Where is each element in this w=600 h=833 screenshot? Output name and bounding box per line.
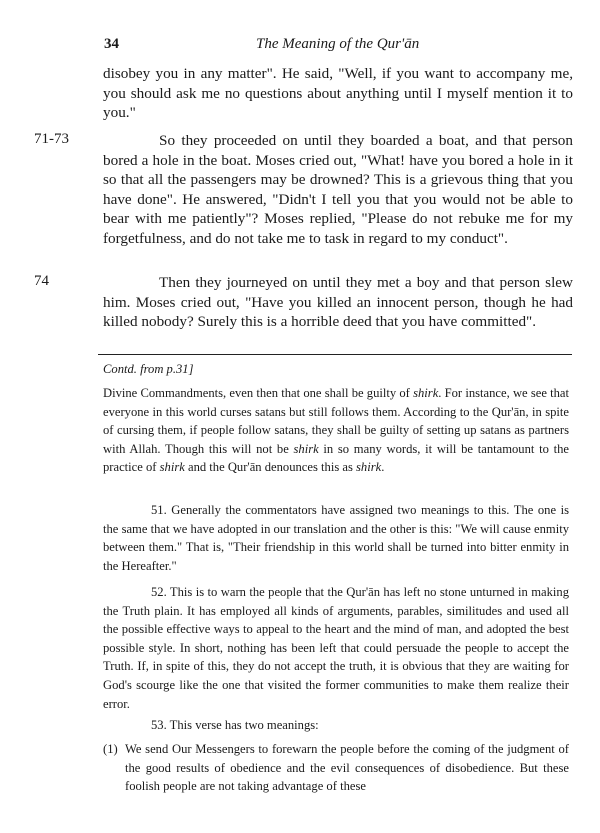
footnote-53 [103,716,569,735]
footnote-continued [103,384,569,477]
footnote-51-text: 51. Generally the commentators have assigned two meanings to this. The one is the same that we have adopted in our translation and the other is this: "We will cause enmity between them." That is, "Their friendship in this world shall be turned into bitter enmity in the Hereafter." [103,503,569,573]
footnote-51 [103,501,569,575]
footnote-53-item-1 [103,740,569,796]
footnote-continued-text: Divine Commandments, even then that one shall be guilty of shirk. For instance, we see that everyone in this world curses satans but still follows them. According to the Qur'ān, in spite of cursing them, if people follow satans, they shall be guilty of setting up satans as partners with Allah. Though this will not be shirk in so many words, it will be tantamount to the practice of shirk and the Qur'ān denounces this as shirk. [103,386,569,475]
verse-reference-74: 74 [34,273,49,289]
paragraph-verse-74: Then they journeyed on until they met a boy and that person slew him. Moses cried out, "Have you killed an innocent person, though he had killed nobody? Surely this is a horrible deed that you have committed". [103,274,573,331]
footnote-52 [103,583,569,713]
running-title: The Meaning of the Qur'ān [256,36,420,52]
main-text-block-1 [103,64,573,123]
list-item-text: We send Our Messengers to forewarn the people before the coming of the judgment of the good results of obedience and the evil consequences of disobedience. But these foolish people are not taking advantage of these [125,742,569,794]
continued-note-label: Contd. from p.31] [103,362,194,376]
page-header [104,36,574,58]
footnote-52-text: 52. This is to warn the people that the Qur'ān has left no stone unturned in making the Truth plain. It has employed all kinds of arguments, parables, similitudes and used all the possible effective ways to appeal to the heart and the mind of man, and adopted the best possible style. In short, nothing has been left that could persuade the people to accept the Truth. If, in spite of this, they do not accept the truth, it is obvious that they are waiting for God's scourge like the one that visited the former communities to make them realize their error. [103,585,569,711]
footnote-divider [98,354,572,355]
verse-reference-71-73: 71-73 [34,131,69,147]
paragraph-verses-71-73: So they proceeded on until they boarded a boat, and that person bored a hole in the boat. Moses cried out, "What! have you bored a hole in it so that all the passengers may be drowned? This is a grievous thing that you have done". He answered, "Didn't I tell you that you would not be able to bear with me patiently"? Moses replied, "Please do not rebuke me for my forgetfulness, and do not take me to task in regard to my conduct". [103,132,573,247]
paragraph-continuation: disobey you in any matter". He said, "Well, if you want to accompany me, you should ask me no questions about anything until I myself mention it to you." [103,65,573,122]
footnote-53-text: 53. This verse has two meanings: [151,718,319,732]
main-text-block-3 [103,273,573,332]
page-number: 34 [104,36,119,52]
main-text-block-2 [103,131,573,249]
list-marker: (1) [103,742,118,756]
